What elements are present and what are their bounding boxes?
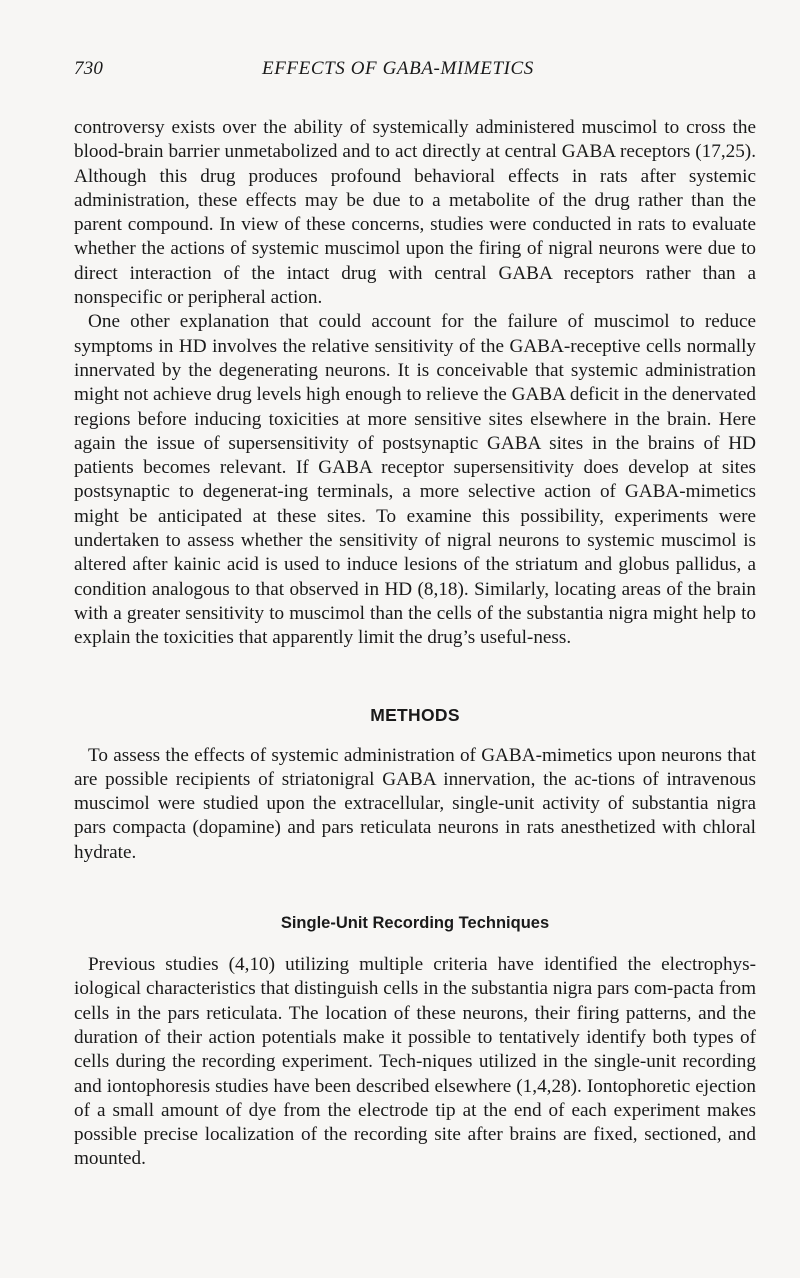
single-unit-recording-heading: Single-Unit Recording Techniques: [280, 914, 550, 933]
page-number: 730: [74, 58, 104, 79]
paragraph-methods-intro: To assess the effects of systemic administration of GABA-mimetics upon neurons that are possible recipients of striatonigral GABA innervation, the ac-tions of intravenous muscimol were studied upon the extracellular, single-unit activity of substantia nigra pars compacta (dopamine) and pars reticulata neurons in rats anesthetized with chloral hydrate.: [74, 744, 756, 863]
running-title: EFFECTS OF GABA-MIMETICS: [262, 58, 534, 79]
paragraph-continued: controversy exists over the ability of systemically administered muscimol to cross the blood-brain barrier unmetabolized and to act directly at central GABA receptors (17,25). Although this drug produces profound behavioral effects in rats after systemic administration, these effects may be due to a metabolite of the drug rather than the parent compound. In view of these concerns, studies were conducted in rats to evaluate whether the actions of systemic muscimol upon the firing of nigral neurons were due to direct interaction of the intact drug with central GABA receptors rather than a nonspecific or peripheral action.: [74, 117, 756, 309]
paragraph-recording-techniques: Previous studies (4,10) utilizing multiple criteria have identified the electrophys-iological characteristics that distinguish cells in the substantia nigra pars com-pacta from cells in the pars reticulata. The location of these neurons, their firing patterns, and the duration of their action potentials make it possible to tentatively identify both types of cells during the recording experiment. Tech-niques utilized in the single-unit recording and iontophoresis studies have been described elsewhere (1,4,28). Iontophoretic ejection of a small amount of dye from the electrode tip at the end of each experiment makes possible precise localization of the recording site after brains are fixed, sectioned, and mounted.: [74, 954, 756, 1170]
running-head: [74, 58, 756, 92]
methods-heading: METHODS: [370, 704, 460, 725]
book-page: [74, 58, 756, 1172]
paragraph-hd-sensitivity: One other explanation that could account for the failure of muscimol to reduce symptoms in HD involves the relative sensitivity of the GABA-receptive cells normally innervated by the degenerating neurons. It is conceivable that systemic administration might not achieve drug levels high enough to relieve the GABA deficit in the denervated regions before inducing toxicities at more sensitive sites elsewhere in the brain. Here again the issue of supersensitivity of postsynaptic GABA sites in the brains of HD patients becomes relevant. If GABA receptor supersensitivity does develop at sites postsynaptic to degenerat-ing terminals, a more selective action of GABA-mimetics might be anticipated at these sites. To examine this possibility, experiments were undertaken to assess whether the sensitivity of nigral neurons to systemic muscimol is altered after kainic acid is used to induce lesions of the striatum and globus pallidus, a condition analogous to that observed in HD (8,18). Similarly, locating areas of the brain with a greater sensitivity to muscimol than the cells of the substantia nigra might help to explain the toxicities that apparently limit the drug’s useful-ness.: [74, 311, 756, 649]
body-text: [74, 116, 756, 1172]
